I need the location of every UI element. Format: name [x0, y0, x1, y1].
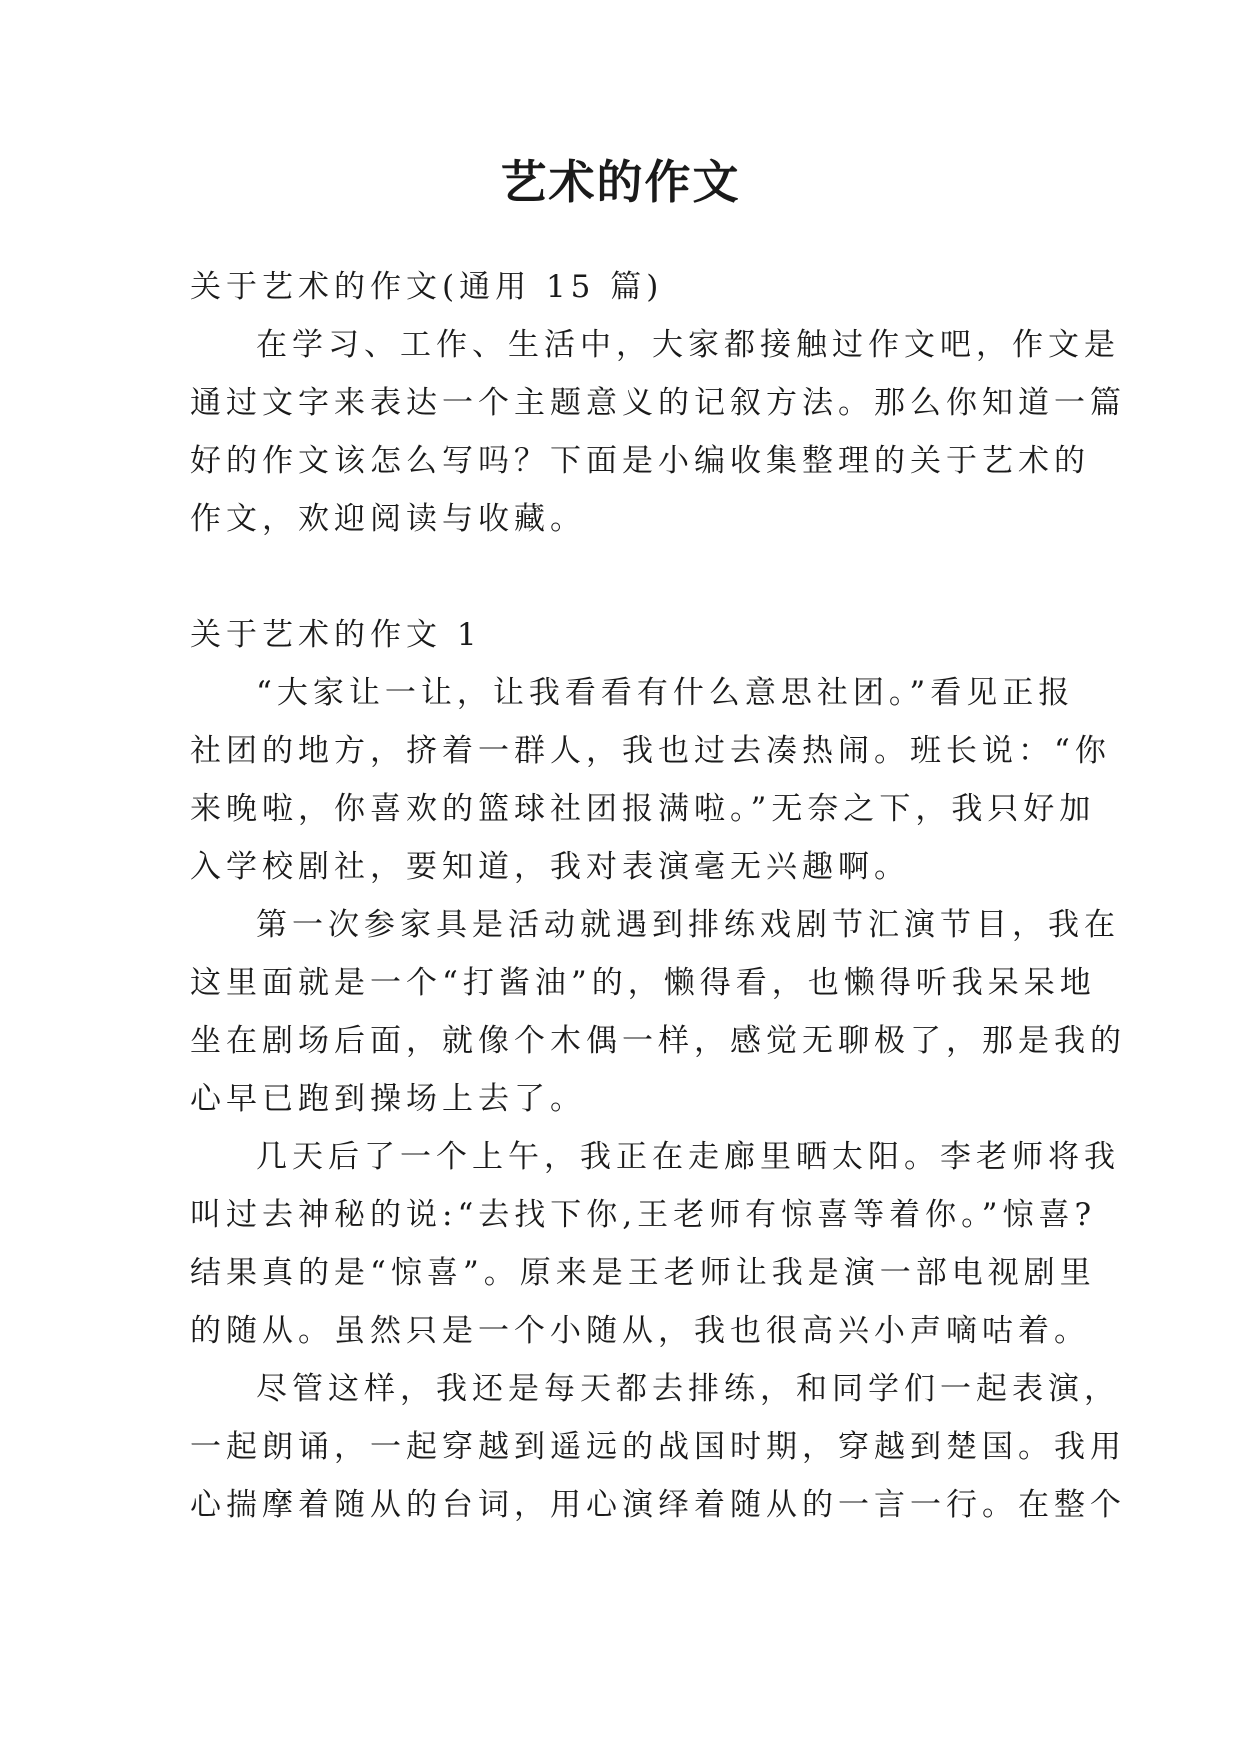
section-heading: 关于艺术的作文(通用 15 篇): [190, 269, 664, 305]
paragraph-line: 这里面就是一个“打酱油”的，懒得看，也懒得听我呆呆地: [190, 965, 1096, 1001]
paragraph-line: 好的作文该怎么写吗？下面是小编收集整理的关于艺术的: [190, 443, 1090, 479]
paragraph-line: 心揣摩着随从的台词，用心演绎着随从的一言一行。在整个: [190, 1487, 1126, 1523]
paragraph-line: 坐在剧场后面，就像个木偶一样，感觉无聊极了，那是我的: [190, 1023, 1126, 1059]
paragraph-line: 几天后了一个上午，我正在走廊里晒太阳。李老师将我: [256, 1139, 1120, 1175]
document-body: [190, 258, 1126, 1534]
paragraph-line: 一起朗诵，一起穿越到遥远的战国时期，穿越到楚国。我用: [190, 1429, 1126, 1465]
blank-line: [190, 548, 1050, 606]
paragraph-line: “大家让一让，让我看看有什么意思社团。”看见正报: [256, 675, 1075, 711]
paragraph-line: 社团的地方，挤着一群人，我也过去凑热闹。班长说：“你: [190, 733, 1111, 769]
paragraph-line: 的随从。虽然只是一个小随从，我也很高兴小声嘀咕着。: [190, 1313, 1090, 1349]
paragraph-line: 在学习、工作、生活中，大家都接触过作文吧，作文是: [256, 327, 1120, 363]
paragraph-line: 作文，欢迎阅读与收藏。: [190, 501, 586, 537]
paragraph-line: 结果真的是“惊喜”。原来是王老师让我是演一部电视剧里: [190, 1255, 1096, 1291]
section-heading: 关于艺术的作文 1: [190, 617, 482, 653]
paragraph-line: 心早已跑到操场上去了。: [190, 1081, 586, 1117]
paragraph-line: 来晚啦，你喜欢的篮球社团报满啦。”无奈之下，我只好加: [190, 791, 1096, 827]
paragraph-line: 通过文字来表达一个主题意义的记叙方法。那么你知道一篇: [190, 385, 1126, 421]
paragraph-line: 叫过去神秘的说:“去找下你,王老师有惊喜等着你。”惊喜?: [190, 1197, 1097, 1233]
document-title: 艺术的作文: [500, 155, 741, 209]
paragraph-line: 入学校剧社，要知道，我对表演毫无兴趣啊。: [190, 849, 910, 885]
paragraph-line: 尽管这样，我还是每天都去排练，和同学们一起表演，: [256, 1371, 1120, 1407]
paragraph-line: 第一次参家具是活动就遇到排练戏剧节汇演节目，我在: [256, 907, 1120, 943]
